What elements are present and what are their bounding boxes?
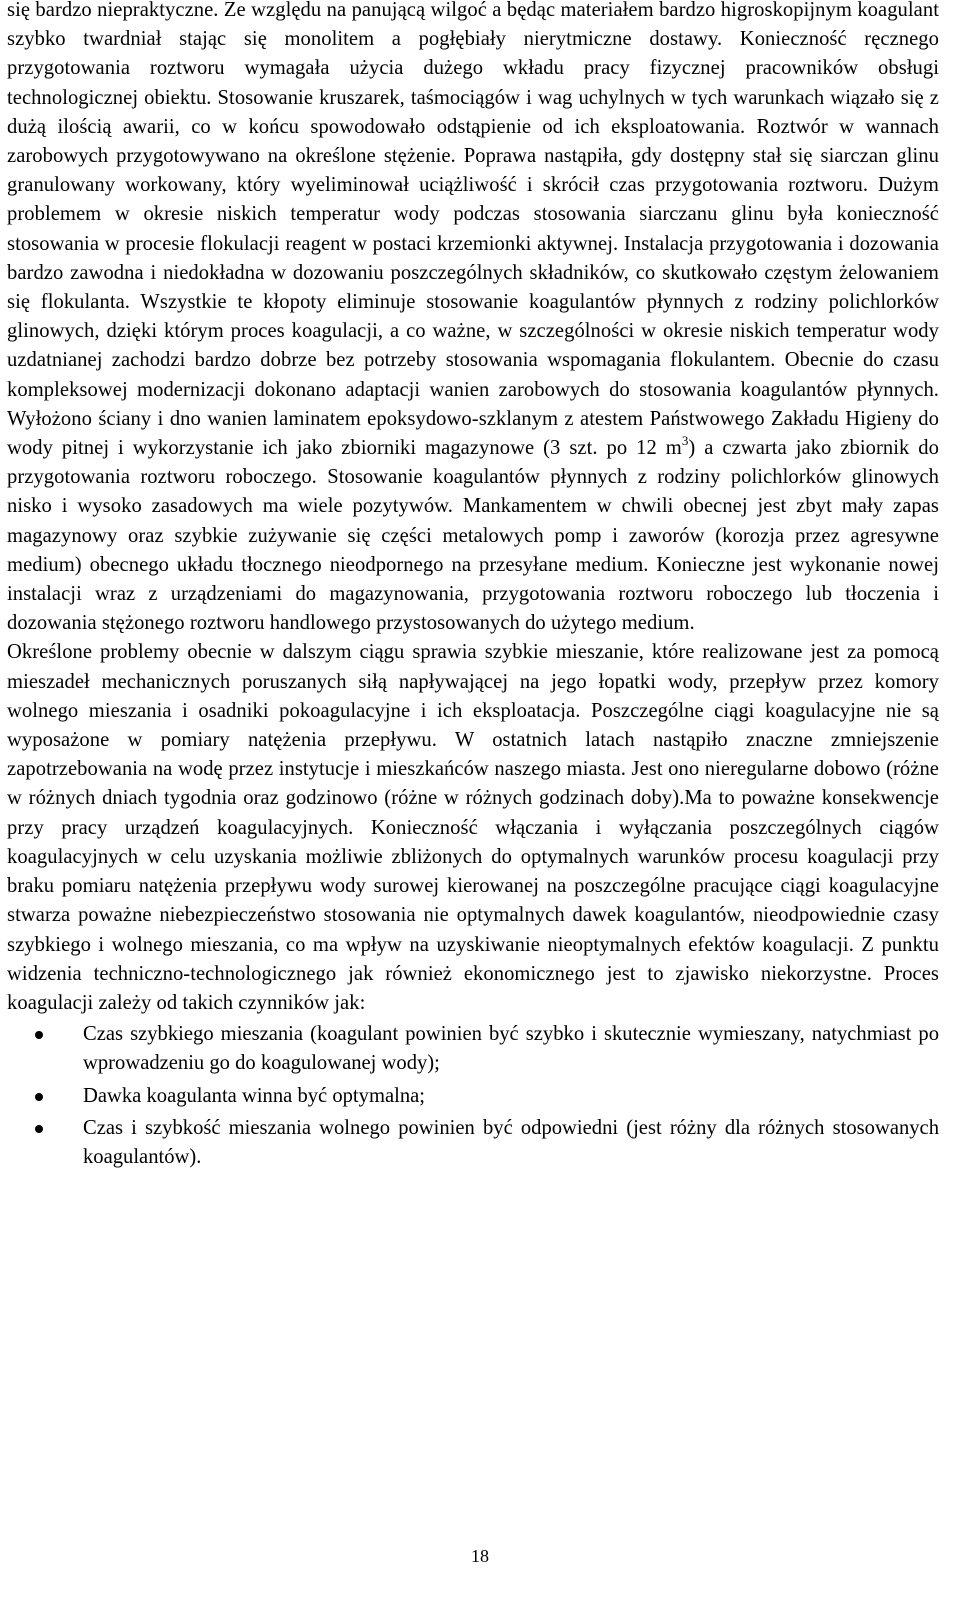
cubic-superscript: 3 (681, 433, 689, 449)
bullet-icon (35, 1031, 43, 1039)
paragraph-1 (7, 0, 939, 638)
list-item-text: Czas i szybkość mieszania wolnego powinien być odpowiedni (jest różny dla różnych stosowanych koagulantów). (83, 1116, 939, 1168)
list-item (7, 1082, 939, 1111)
list-item-text: Dawka koagulanta winna być optymalna; (83, 1084, 425, 1107)
bullet-icon (35, 1093, 43, 1101)
bullet-icon (35, 1125, 43, 1133)
list-item (7, 1020, 939, 1078)
paragraph-1-text-a: się bardzo niepraktyczne. Ze względu na panującą wilgoć a będąc materiałem bardzo higroskopijnym koagulant szybko twardniał stając się monolitem a pogłębiały nierytmiczne dostawy. Konieczność ręcznego przygotowania roztworu wymagała użycia dużego wkładu pracy fizycznej pracowników obsługi technologicznej obiektu. Stosowanie kruszarek, taśmociągów i wag uchylnych w tych warunkach wiązało się z dużą ilością awarii, co w końcu spowodowało odstąpienie od ich eksploatowania. Roztwór w wannach zarobowych przygotowywano na określone stężenie. Poprawa nastąpiła, gdy dostępny stał się siarczan glinu granulowany workowany, który wyeliminował uciążliwość i skrócił czas przygotowania roztworu. Dużym problemem w okresie niskich temperatur wody podczas stosowania siarczanu glinu była konieczność stosowania w procesie flokulacji reagent w postaci krzemionki aktywnej. Instalacja przygotowania i dozowania bardzo zawodna i niedokładna w dozowaniu poszczególnych składników, co skutkowało częstym żelowaniem się flokulanta. Wszystkie te kłopoty eliminuje stosowanie koagulantów płynnych z rodziny polichlorków glinowych, dzięki którym proces koagulacji, a co ważne, w szczególności w okresie niskich temperatur wody uzdatnianej zachodzi bardzo dobrze bez potrzeby stosowania wspomagania flokulantem. Obecnie do czasu kompleksowej modernizacji dokonano adaptacji wanien zarobowych do stosowania koagulantów płynnych. Wyłożono ściany i dno wanien laminatem epoksydowo-szklanym z atestem Państwowego Zakładu Higieny do wody pitnej i wykorzystanie ich jako zbiorniki magazynowe (3 szt. po 12 m (7, 0, 939, 460)
page-number: 18 (471, 1546, 489, 1566)
list-item (7, 1114, 939, 1172)
paragraph-1-text-b: ) a czwarta jako zbiornik do przygotowania roztworu roboczego. Stosowanie koagulantów płynnych z rodziny polichlorków glinowych nisko i wysoko zasadowych ma wiele pozytywów. Mankamentem w chwili obecnej jest zbyt mały zapas magazynowy oraz szybkie zużywanie się części metalowych pomp i zaworów (korozja przez agresywne medium) obecnego układu tłocznego nieodpornego na przesyłane medium. Konieczne jest wykonanie nowej instalacji wraz z urządzeniami do magazynowania, przygotowania roztworu roboczego lub tłoczenia i dozowania stężonego roztworu handlowego przystosowanych do użytego medium. (7, 437, 939, 635)
bullet-list (7, 1020, 939, 1172)
paragraph-2: Określone problemy obecnie w dalszym ciągu sprawia szybkie mieszanie, które realizowane jest za pomocą mieszadeł mechanicznych poruszanych siłą napływającej na jego łopatki wody, przepływ przez komory wolnego mieszania i osadniki pokoagulacyjne i ich eksploatacja. Poszczególne ciągi koagulacyjne nie są wyposażone w pomiary natężenia przepływu. W ostatnich latach nastąpiło znaczne zmniejszenie zapotrzebowania na wodę przez instytucje i mieszkańców naszego miasta. Jest ono nieregularne dobowo (różne w różnych dniach tygodnia oraz godzinowo (różne w różnych godzinach doby).Ma to poważne konsekwencje przy pracy urządzeń koagulacyjnych. Konieczność włączania i wyłączania poszczególnych ciągów koagulacyjnych w celu uzyskania możliwie zbliżonych do optymalnych warunków procesu koagulacji przy braku pomiaru natężenia przepływu wody surowej kierowanej na poszczególne pracujące ciągi koagulacyjne stwarza poważne niebezpieczeństwo stosowania nie optymalnych dawek koagulantów, nieodpowiednie czasy szybkiego i wolnego mieszania, co ma wpływ na uzyskiwanie nieoptymalnych efektów koagulacji. Z punktu widzenia techniczno-technologicznego jak również ekonomicznego jest to zjawisko niekorzystne. Proces koagulacji zależy od takich czynników jak: (7, 641, 939, 1014)
document-page (7, 0, 939, 1175)
list-item-text: Czas szybkiego mieszania (koagulant powinien być szybko i skutecznie wymieszany, natychmiast po wprowadzeniu go do koagulowanej wody); (83, 1023, 939, 1075)
